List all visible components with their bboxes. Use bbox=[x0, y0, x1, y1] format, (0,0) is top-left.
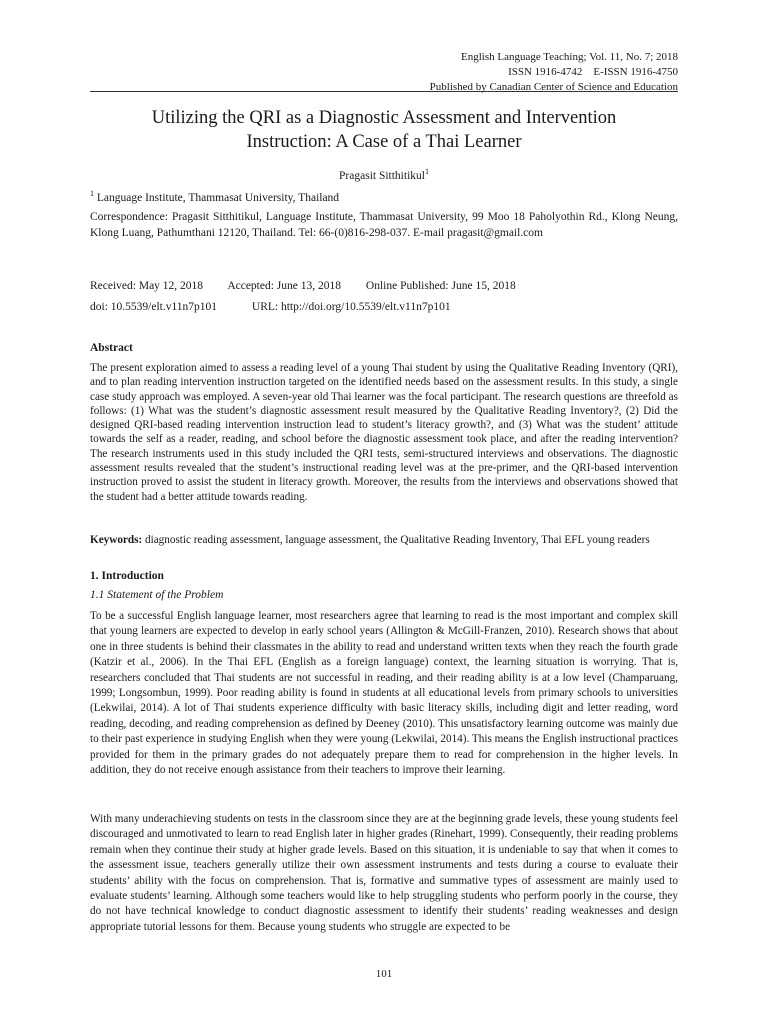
doi-line bbox=[90, 301, 451, 313]
accepted-date: Accepted: June 13, 2018 bbox=[227, 280, 342, 292]
publisher-info: Published by Canadian Center of Science and Education bbox=[429, 81, 678, 93]
body-paragraph-2: With many underachieving students on tests in the classroom since they are at the beginning grade levels, these young students feel discouraged and unmotivated to learn to read English later in higher grades (Rinehart, 1999). Consequently, their reading problems remain when they continue their study at higher grade levels. Based on this situation, it is undeniable to say that when it comes to the assessment issue, teachers generally utilize their own assessment instruments and tests during a course to evaluate their students’ ability with the focus on comprehension. That is, formative and summative types of assessment are mainly used to evaluate students’ learning. Although some teachers would like to help struggling students who perform poorly in the course, they do not have technical knowledge to conduct diagnostic assessment to identify their students’ reading weaknesses and design appropriate tutorial lessons for them. Because young students who struggle are expected to be bbox=[90, 813, 678, 933]
subsection-heading: 1.1 Statement of the Problem bbox=[90, 589, 224, 601]
title-line-1: Utilizing the QRI as a Diagnostic Assessment and Intervention bbox=[151, 108, 617, 128]
received-date: Received: May 12, 2018 bbox=[90, 280, 204, 292]
affiliation-text: Language Institute, Thammasat University, Thailand bbox=[96, 191, 340, 204]
journal-header bbox=[430, 50, 678, 95]
published-date: Online Published: June 15, 2018 bbox=[365, 280, 516, 292]
journal-info: English Language Teaching; Vol. 11, No. 7; 2018 bbox=[461, 51, 678, 63]
body-paragraph-1: To be a successful English language learner, most researchers agree that learning to read is the most important and complex skill that young learners are expected to develop in early school years (Allington & McGill-Franzen, 2010). Research shows that about one in three students is behind their classmates in the ability to read and understand written texts when they reach the fourth grade (Katzir et al., 2006). In the Thai EFL (English as a foreign language) context, the learning situation is worrying. That is, researchers concluded that Thai students are not successful in reading, and their reading ability is at a low level (Champaruang, 1999; Longsombun, 1999). Poor reading ability is found in students at all educational levels from primary schools to universities (Lekwilai, 2014). A lot of Thai students experience difficulty with basic literacy skills, including digit and letter reading, word reading, decoding, and reading comprehension as defined by Deeney (2010). This unsatisfactory learning outcome was mainly due to their past experience in studying English when they were young (Lekwilai, 2014). This means the English instructional practices provided for them in the primary grades do not adequately prepare them to read for comprehension in the higher levels. In addition, they do not receive enough assistance from their teachers to improve their learning. bbox=[90, 610, 678, 777]
correspondence: Correspondence: Pragasit Sitthitikul, Language Institute, Thammasat University, 99 Moo 18 Paholyothin Rd., Klong Neung, Klong Luang, Pathumthani 12120, Thailand. Tel: 66-(0)816-298-037. E-mail pragasit@gmail.com bbox=[90, 211, 678, 239]
issn-info: ISSN 1916-4742 E-ISSN 1916-4750 bbox=[508, 66, 678, 78]
title-line-2: Instruction: A Case of a Thai Learner bbox=[246, 132, 522, 152]
author-affiliation-mark: 1 bbox=[424, 167, 429, 176]
abstract-heading: Abstract bbox=[90, 342, 133, 354]
section-heading: 1. Introduction bbox=[90, 570, 164, 582]
keywords bbox=[90, 533, 678, 547]
affiliation-mark: 1 bbox=[90, 189, 94, 198]
affiliation bbox=[90, 189, 339, 204]
publication-dates bbox=[90, 280, 538, 292]
author-line bbox=[90, 167, 678, 182]
header-divider bbox=[90, 91, 678, 92]
page-number: 101 bbox=[375, 968, 393, 980]
keywords-text: diagnostic reading assessment, language assessment, the Qualitative Reading Inventory, Thai EFL young readers bbox=[142, 534, 650, 546]
paper-title bbox=[90, 106, 678, 154]
abstract-text: The present exploration aimed to assess a reading level of a young Thai student by using the Qualitative Reading Inventory (QRI), and to plan reading intervention instruction targeted on the identified needs based on the assessment results. In this study, a single case study approach was employed. A seven-year old Thai learner was the focal participant. The research questions are threefold as follows: (1) What was the student’s diagnostic assessment result measured by the Qualitative Reading Inventory?, (2) Did the designed QRI-based reading intervention instruction lead to student’s literacy growth?, and (3) What was the student’ attitude towards the self as a reader, reading, and school before the diagnostic assessment took place, and after the reading intervention? The research instruments used in this study included the QRI tests, semi-structured interviews and observations. The diagnostic assessment results revealed that the student’s instructional reading level was at the pre-primer, and the QRI-based intervention instruction proved to assist the student in literacy growth. Moreover, the results from the interviews and observations showed that the student had a better attitude towards reading. bbox=[90, 362, 678, 503]
author-name: Pragasit Sitthitikul bbox=[339, 169, 425, 182]
doi-text: doi: 10.5539/elt.v11n7p101 bbox=[90, 301, 218, 313]
keywords-label: Keywords: bbox=[90, 534, 143, 546]
doi-url[interactable]: URL: http://doi.org/10.5539/elt.v11n7p101 bbox=[251, 301, 451, 313]
